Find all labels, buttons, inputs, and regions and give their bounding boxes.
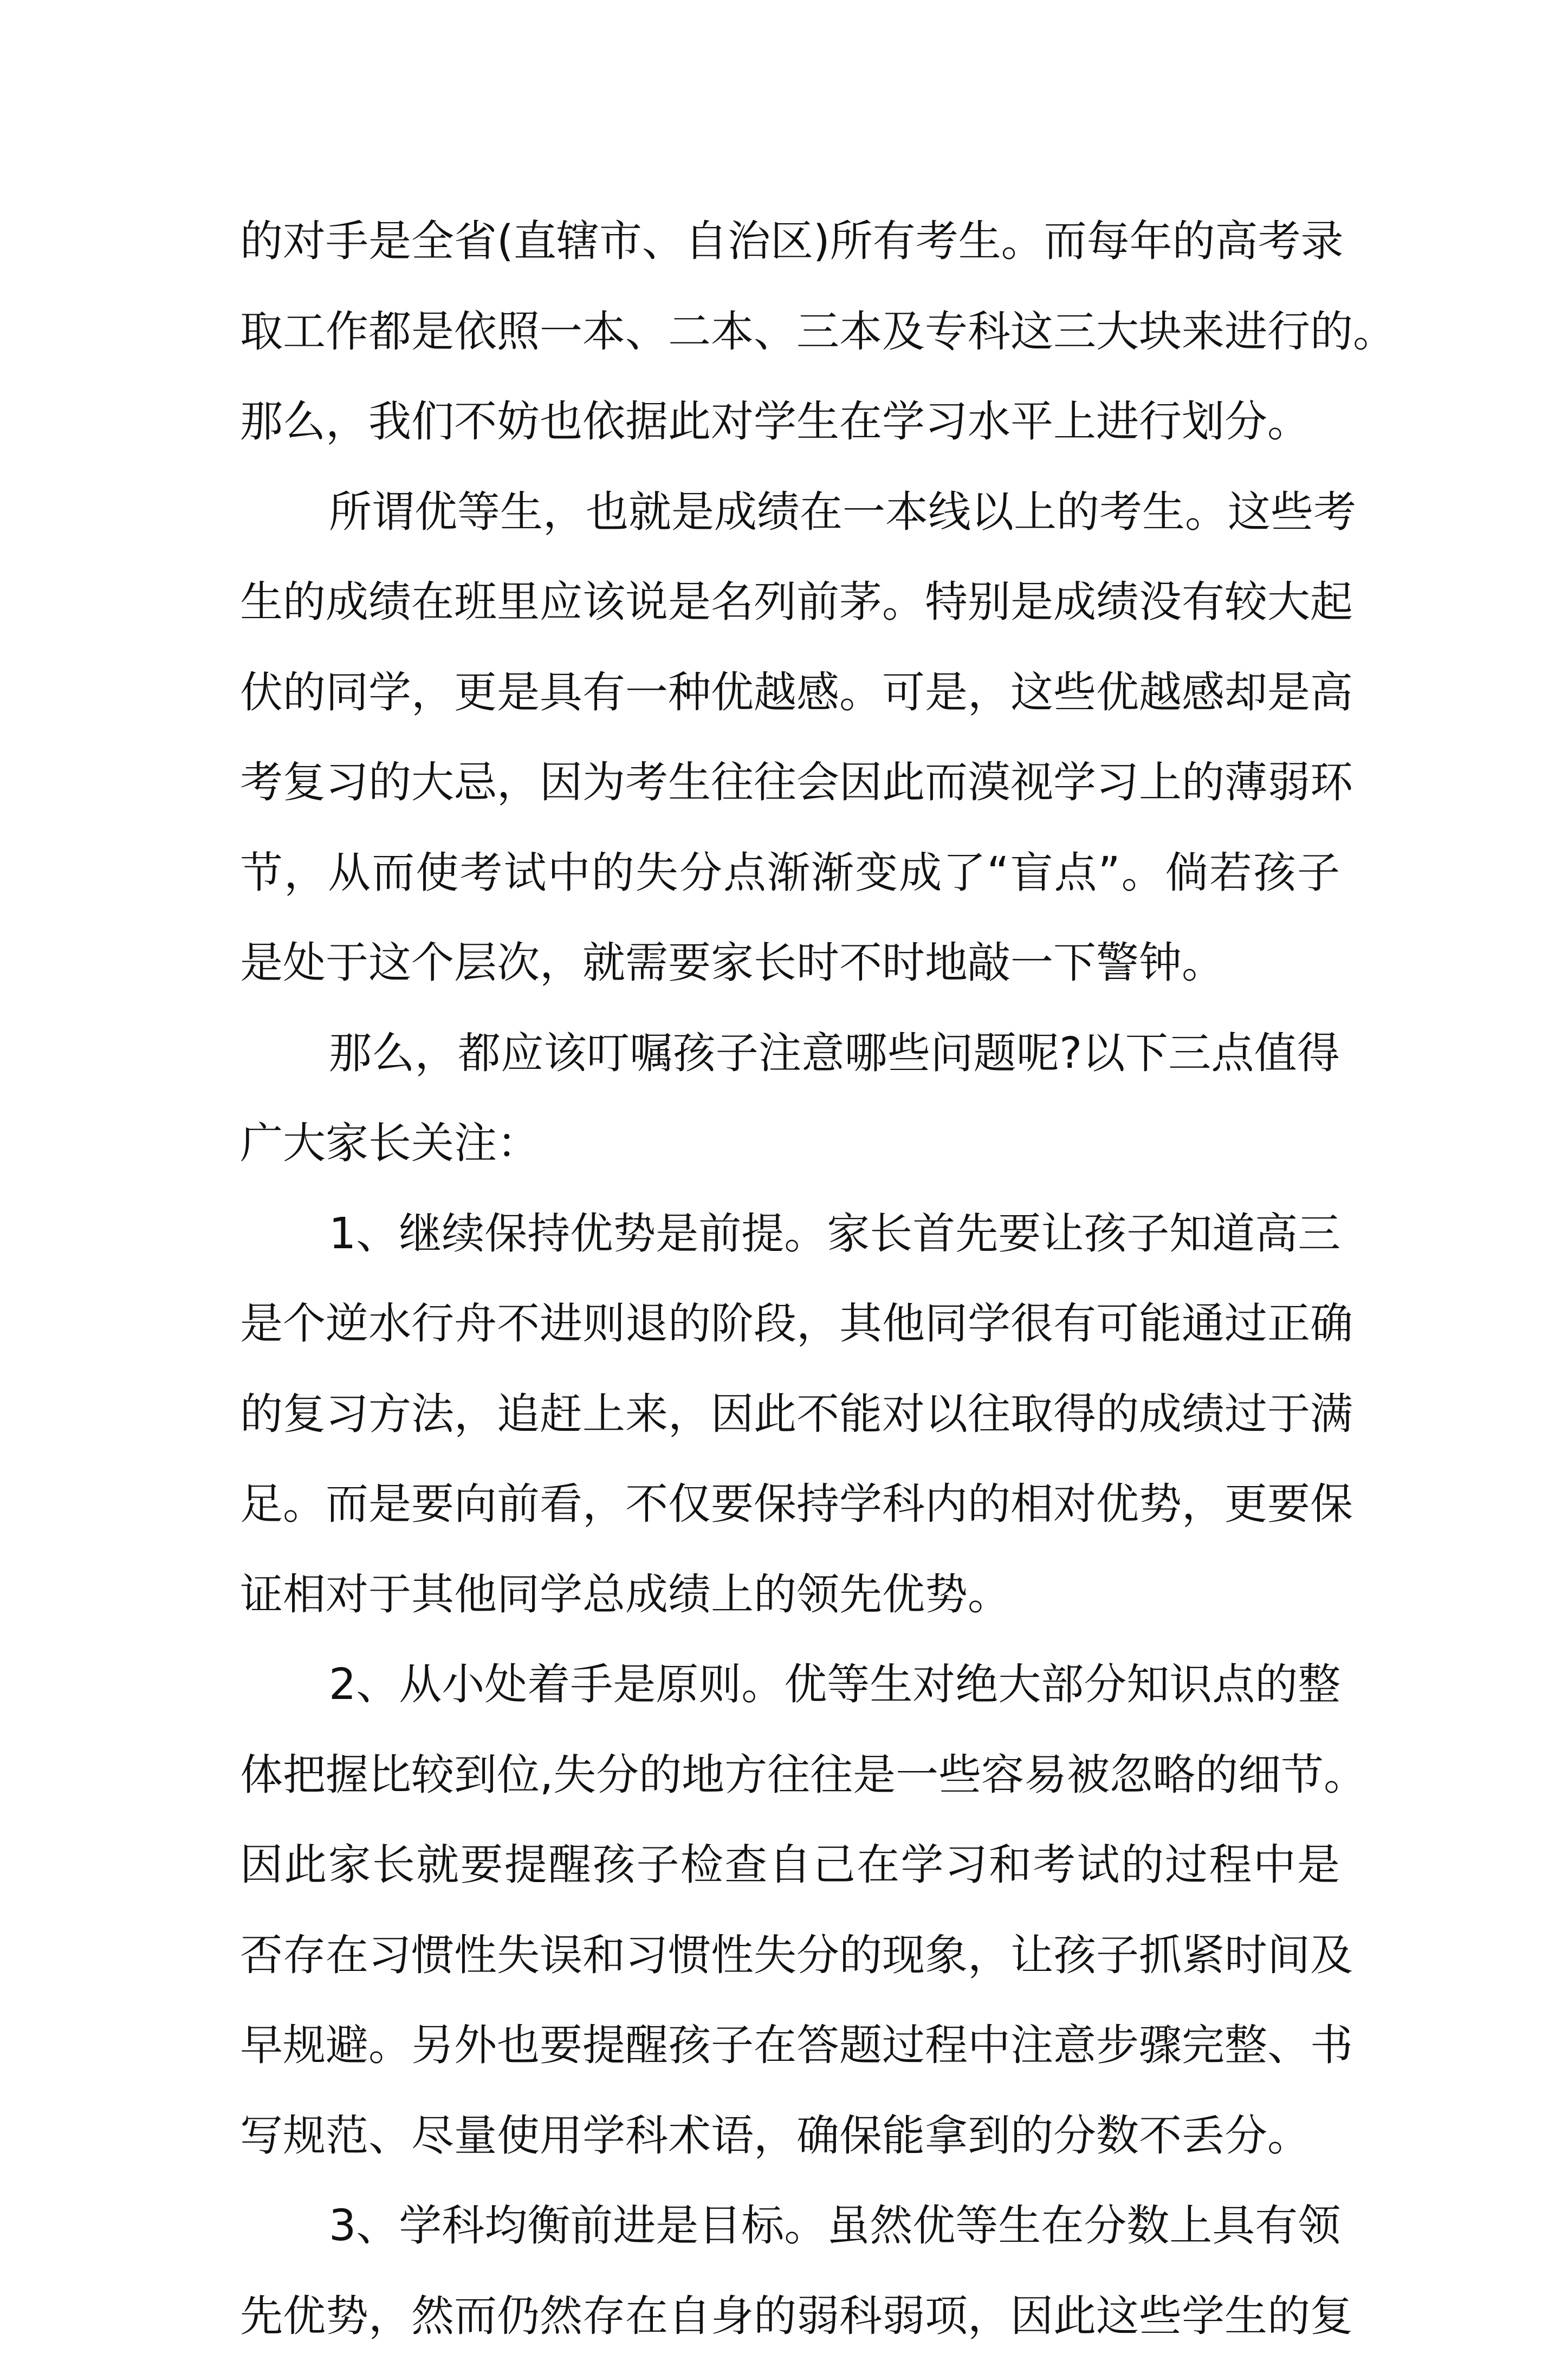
list-item-first-line: 1、继续保持优势是前提。家长首先要让孩子知道高三 (240, 1189, 1340, 1279)
text-line: 伏的同学，更是具有一种优越感。可是，这些优越感却是高 (240, 647, 1340, 738)
paragraph-first-line: 那么，都应该叮嘱孩子注意哪些问题呢?以下三点值得 (240, 1008, 1340, 1099)
document-body (240, 196, 1340, 2361)
paragraph-first-line: 所谓优等生，也就是成绩在一本线以上的考生。这些考 (240, 467, 1340, 557)
text-line: 节，从而使考试中的失分点渐渐变成了“盲点”。倘若孩子 (240, 828, 1340, 918)
text-line: 考复习的大忌，因为考生往往会因此而漠视学习上的薄弱环 (240, 737, 1340, 828)
text-line: 因此家长就要提醒孩子检查自己在学习和考试的过程中是 (240, 1820, 1340, 1910)
text-line: 生的成绩在班里应该说是名列前茅。特别是成绩没有较大起 (240, 557, 1340, 647)
text-line: 足。而是要向前看，不仅要保持学科内的相对优势，更要保 (240, 1459, 1340, 1549)
text-line: 早规避。另外也要提醒孩子在答题过程中注意步骤完整、书 (240, 2000, 1340, 2091)
text-line: 证相对于其他同学总成绩上的领先优势。 (240, 1549, 1340, 1640)
text-line: 广大家长关注： (240, 1098, 1340, 1189)
list-item-first-line: 2、从小处着手是原则。优等生对绝大部分知识点的整 (240, 1639, 1340, 1730)
text-line: 是个逆水行舟不进则退的阶段，其他同学很有可能通过正确 (240, 1279, 1340, 1369)
text-line: 是处于这个层次，就需要家长时不时地敲一下警钟。 (240, 918, 1340, 1008)
text-line: 体把握比较到位,失分的地方往往是一些容易被忽略的细节。 (240, 1730, 1340, 1820)
text-line: 写规范、尽量使用学科术语，确保能拿到的分数不丢分。 (240, 2091, 1340, 2181)
text-line: 那么，我们不妨也依据此对学生在学习水平上进行划分。 (240, 377, 1340, 467)
text-line: 的对手是全省(直辖市、自治区)所有考生。而每年的高考录 (240, 196, 1340, 287)
text-line: 取工作都是依照一本、二本、三本及专科这三大块来进行的。 (240, 287, 1340, 377)
text-line: 否存在习惯性失误和习惯性失分的现象，让孩子抓紧时间及 (240, 1910, 1340, 2001)
text-line: 先优势，然而仍然存在自身的弱科弱项，因此这些学生的复 (240, 2271, 1340, 2361)
list-item-first-line: 3、学科均衡前进是目标。虽然优等生在分数上具有领 (240, 2181, 1340, 2271)
text-line: 的复习方法，追赶上来，因此不能对以往取得的成绩过于满 (240, 1369, 1340, 1460)
